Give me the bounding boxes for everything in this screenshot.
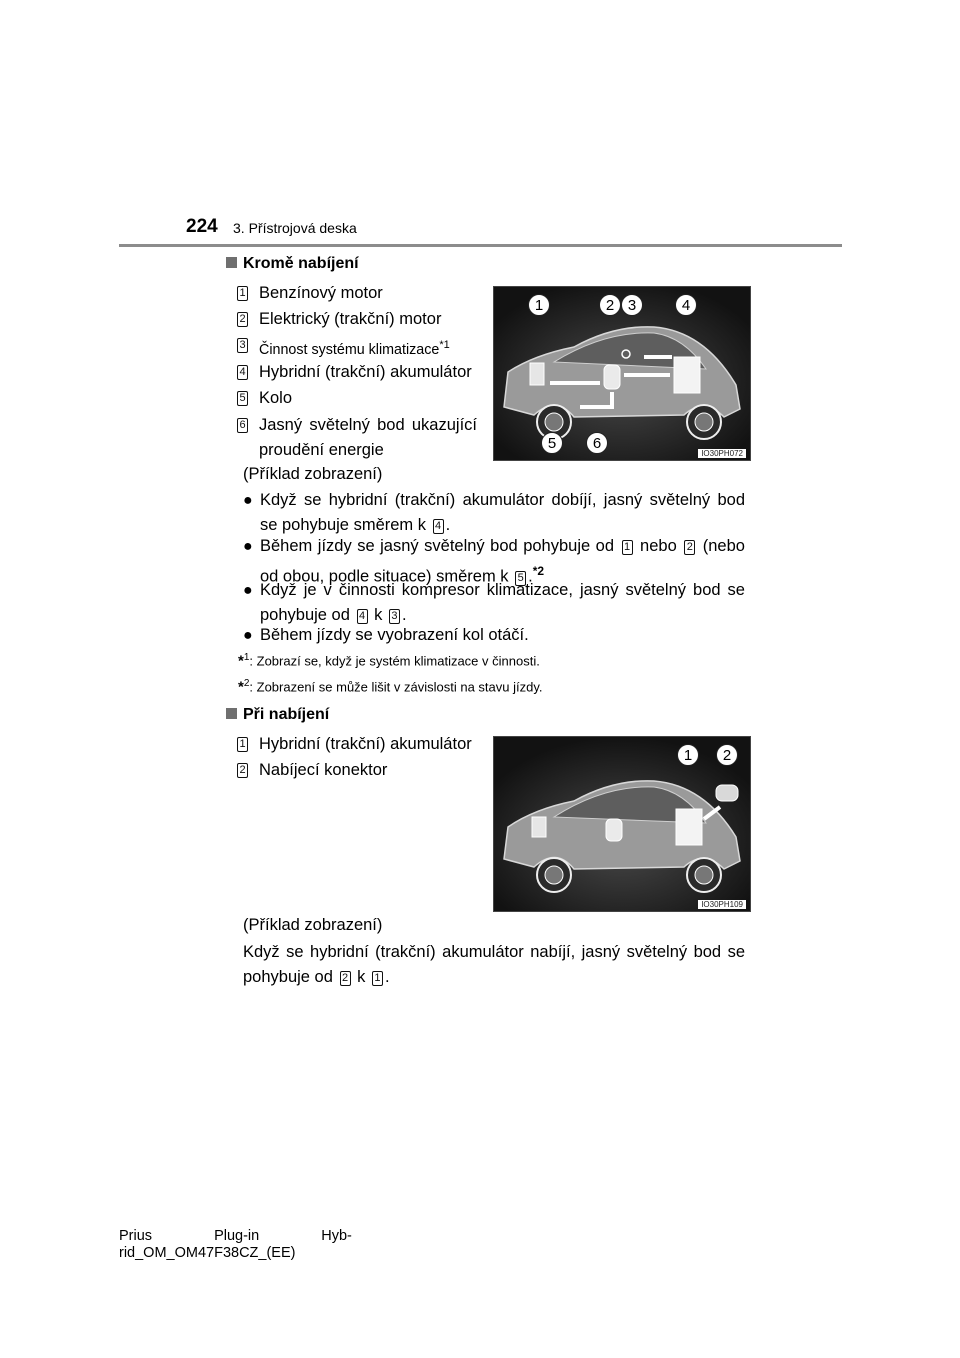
header-divider (119, 244, 842, 247)
legend-label: Benzínový motor (259, 284, 383, 302)
section-heading-text: Kromě nabíjení (243, 255, 359, 272)
bullet-dot-icon: ● (243, 627, 253, 644)
bullet-dot-icon: ● (243, 492, 253, 509)
callout-badge: 6 (586, 432, 608, 454)
footnote-ref: *2 (532, 564, 545, 578)
legend-label: Nabíjecí konektor (259, 761, 388, 779)
bullet-item: ● Když je v činnosti kompresor klimatizace, jasný světelný bod se pohybuje od 4 k 3 . (243, 578, 745, 628)
energy-flow-illustration-driving (493, 286, 751, 461)
footnote: *$^1$: Zobrazí se, když je systém klimatizace v činnosti. (238, 652, 540, 670)
number-badge: 1 (237, 737, 248, 752)
section-heading-not-charging (226, 255, 359, 273)
figure-code: IO30PH109 (698, 900, 746, 909)
bullet-item: ● Během jízdy se vyobrazení kol otáčí. (243, 623, 745, 648)
bullet-item: ● Když se hybridní (trakční) akumulátor dobíjí, jasný světelný bod se pohybuje směrem k 4 . (243, 488, 745, 538)
number-badge: 3 (389, 609, 400, 624)
number-badge: 2 (237, 312, 248, 327)
number-badge: 1 (372, 971, 383, 986)
callout-badge: 2 (599, 294, 621, 316)
number-badge: 1 (237, 286, 248, 301)
callout-badge: 3 (621, 294, 643, 316)
legend-label: Hybridní (trakční) akumulátor (259, 363, 472, 381)
number-badge: 4 (237, 365, 248, 380)
square-bullet-icon (226, 708, 237, 719)
footer-line-1: Prius Plug-in Hyb- (119, 1228, 352, 1244)
section-heading-charging (226, 706, 329, 724)
number-badge: 4 (357, 609, 368, 624)
legend-label: Kolo (259, 389, 293, 407)
energy-flow-illustration-charging (493, 736, 751, 912)
page-number: 224 (186, 216, 218, 237)
callout-badge: 5 (541, 432, 563, 454)
number-badge: 1 (622, 540, 633, 555)
legend-label: Hybridní (trakční) akumulátor (259, 735, 472, 753)
footnote: *$^2$: Zobrazení se může lišit v závislosti na stavu jízdy. (238, 678, 543, 696)
example-caption: (Příklad zobrazení) (243, 465, 383, 483)
number-badge: 3 (237, 338, 248, 353)
charging-paragraph: Když se hybridní (trakční) akumulátor nabíjí, jasný světelný bod se pohybuje od 2 k 1 . (243, 943, 745, 986)
callout-badge: 1 (528, 294, 550, 316)
legend-label: Jasný světelný bod ukazující proudění energie (259, 416, 477, 459)
footnote-ref: *1 (439, 339, 450, 351)
section-heading-text: Při nabíjení (243, 706, 330, 723)
legend-label: Elektrický (trakční) motor (259, 310, 442, 328)
figure-code: IO30PH072 (698, 449, 746, 458)
callout-badge: 1 (677, 744, 699, 766)
number-badge: 2 (237, 763, 248, 778)
charging-car-illustration (494, 737, 750, 911)
number-badge: 2 (684, 540, 695, 555)
bullet-item: ● Během jízdy se jasný světelný bod pohybuje od 1 nebo 2 (nebo od obou, podle situace) směrem k 5 .$^{*2}$ (243, 534, 745, 590)
example-caption: (Příklad zobrazení) (243, 916, 383, 934)
square-bullet-icon (226, 257, 237, 268)
number-badge: 5 (515, 571, 526, 586)
bullet-dot-icon: ● (243, 538, 253, 555)
number-badge: 4 (433, 519, 444, 534)
number-badge: 5 (237, 391, 248, 406)
footer-line-2: rid_OM_OM47F38CZ_(EE) (119, 1245, 296, 1261)
number-badge: 6 (237, 418, 248, 433)
bullet-dot-icon: ● (243, 582, 253, 599)
callout-badge: 4 (675, 294, 697, 316)
chapter-title: 3. Přístrojová deska (233, 220, 357, 236)
legend-label: Činnost systému klimatizace$^{*1}$ (259, 339, 450, 358)
number-badge: 2 (340, 971, 351, 986)
callout-badge: 2 (716, 744, 738, 766)
